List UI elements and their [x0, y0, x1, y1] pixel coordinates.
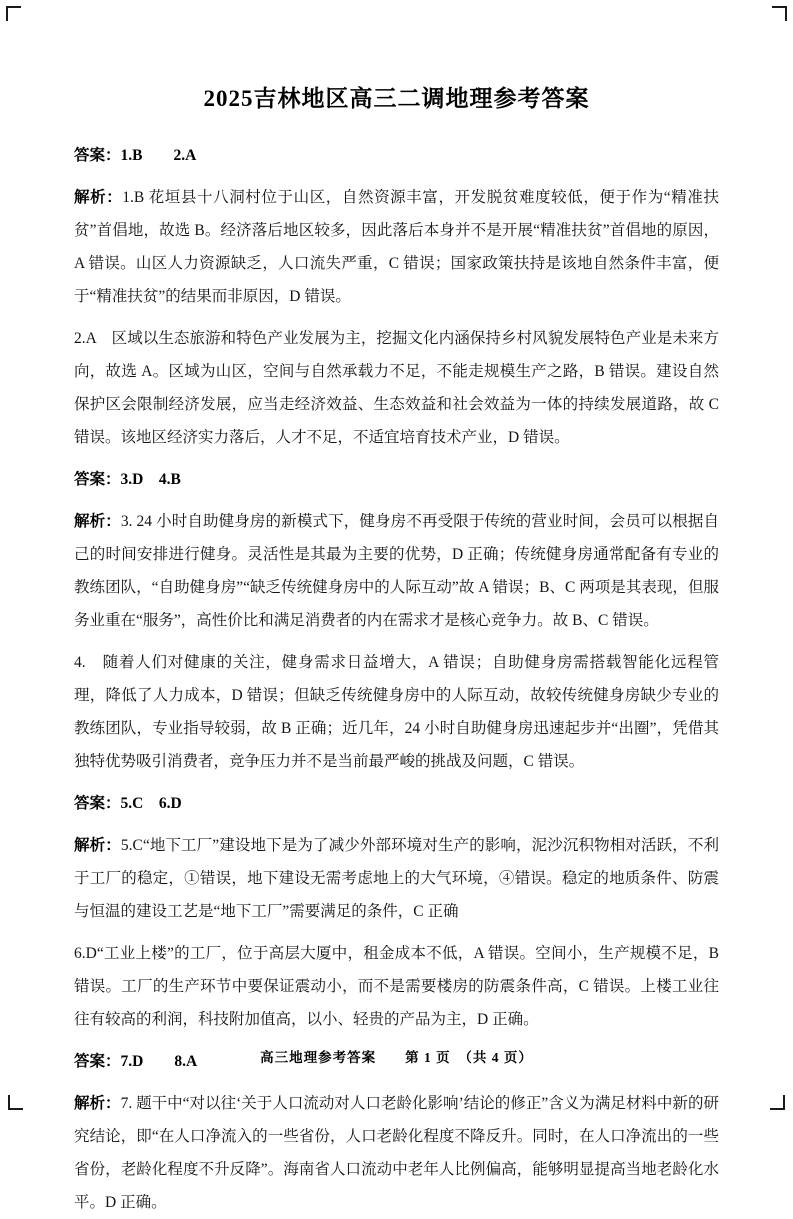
- analysis-paragraph-7: [74, 1087, 719, 1219]
- analysis-label: 解析：: [74, 837, 121, 854]
- analysis-text: 1.B 花垣县十八洞村位于山区，自然资源丰富，开发脱贫难度较低，便于作为“精准扶贫”首倡地，故选 B。经济落后地区较多，因此落后本身并不是开展“精准扶贫”首倡地的原因，A 错误。山区人力资源缺乏，人口流失严重，C 错误；国家政策扶持是该地自然条件丰富，便于“精准扶贫”的结果而非原因，D 错误。: [74, 189, 719, 305]
- analysis-label: 解析：: [74, 189, 123, 206]
- analysis-paragraph-2: [74, 322, 719, 454]
- page-footer: 高三地理参考答案 第 1 页 （共 4 页）: [260, 1050, 533, 1065]
- analysis-label: 解析：: [74, 513, 121, 530]
- answer-text: 5.C 6.D: [120, 795, 182, 812]
- answer-line-1: [74, 139, 719, 172]
- analysis-label: 解析：: [74, 1095, 121, 1112]
- answer-label: 答案：: [74, 471, 121, 488]
- analysis-paragraph-3: [74, 505, 719, 637]
- answer-text: 7.D 8.A: [120, 1053, 198, 1070]
- answer-text: 1.B 2.A: [120, 147, 197, 164]
- analysis-text: 7. 题干中“对以往‘关于人口流动对人口老龄化影响’结论的修正”含义为满足材料中新的研究结论，即“在人口净流入的一些省份，人口老龄化程度不降反升。同时，在人口净流出的一些省份，老龄化程度不升反降”。海南省人口流动中老年人比例偏高，能够明显提高当地老龄化水平。D 正确。: [74, 1095, 719, 1211]
- analysis-paragraph-1: [74, 181, 719, 313]
- answer-label: 答案：: [74, 147, 121, 164]
- analysis-paragraph-6: [74, 937, 719, 1036]
- analysis-text: 3. 24 小时自助健身房的新模式下，健身房不再受限于传统的营业时间，会员可以根据自己的时间安排进行健身。灵活性是其最为主要的优势，D 正确；传统健身房通常配备有专业的教练团队，“自助健身房”“缺乏传统健身房中的人际互动”故 A 错误；B、C 两项是其表现，但服务业重在“服务”，高性价比和满足消费者的内在需求才是核心竞争力。故 B、C 错误。: [74, 513, 719, 629]
- answer-label: 答案：: [74, 1053, 121, 1070]
- analysis-text: 4. 随着人们对健康的关注，健身需求日益增大，A 错误；自助健身房需搭载智能化远程管理，降低了人力成本，D 错误；但缺乏传统健身房中的人际互动，故较传统健身房缺少专业的教练团队，专业指导较弱，故 B 正确；近几年，24 小时自助健身房迅速起步并“出圈”，凭借其独特优势吸引消费者，竞争压力并不是当前最严峻的挑战及问题，C 错误。: [74, 654, 719, 770]
- analysis-text: 5.C“地下工厂”建设地下是为了减少外部环境对生产的影响，泥沙沉积物相对活跃，不利于工厂的稳定，①错误，地下建设无需考虑地上的大气环境，④错误。稳定的地质条件、防震与恒温的建设工艺是“地下工厂”需要满足的条件，C 正确: [74, 837, 719, 920]
- answer-line-2: [74, 463, 719, 496]
- analysis-text: 6.D“工业上楼”的工厂，位于高层大厦中，租金成本不低，A 错误。空间小，生产规模不足，B 错误。工厂的生产环节中要保证震动小，而不是需要楼房的防震条件高，C 错误。上楼工业往往有较高的利润，科技附加值高，以小、轻贵的产品为主，D 正确。: [74, 945, 719, 1028]
- analysis-paragraph-5: [74, 829, 719, 928]
- answer-line-3: [74, 787, 719, 820]
- page-title: 2025吉林地区高三二调地理参考答案: [203, 86, 590, 111]
- analysis-text: 2.A 区域以生态旅游和特色产业发展为主，挖掘文化内涵保持乡村风貌发展特色产业是未来方向，故选 A。区域为山区，空间与自然承载力不足，不能走规模生产之路，B 错误。建设自然保护区会限制经济发展，应当走经济效益、生态效益和社会效益为一体的持续发展道路，故 C 错误。该地区经济实力落后，人才不足，不适宜培育技术产业，D 错误。: [74, 330, 719, 446]
- answer-text: 3.D 4.B: [120, 471, 181, 488]
- analysis-paragraph-4: [74, 646, 719, 778]
- answer-label: 答案：: [74, 795, 121, 812]
